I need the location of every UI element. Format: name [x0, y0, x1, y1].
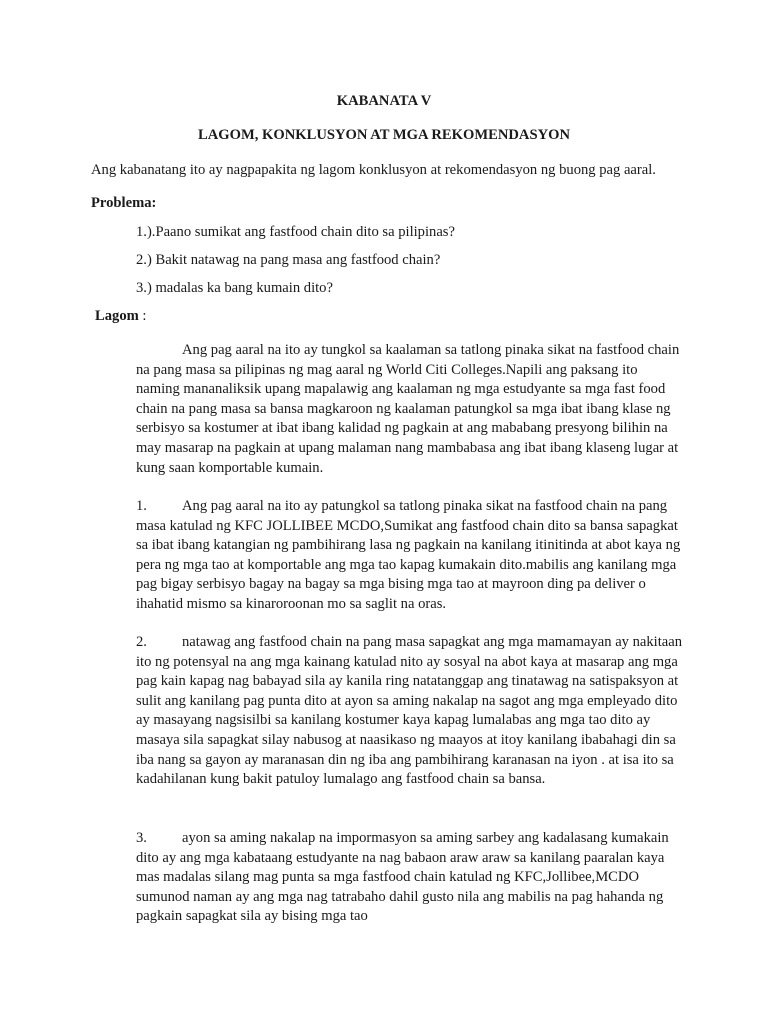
point-number: 1. [136, 498, 147, 514]
chapter-title: LAGOM, KONKLUSYON AT MGA REKOMENDASYON [197, 127, 571, 143]
lagom-point-3 [136, 829, 684, 927]
lagom-heading: Lagom [95, 308, 139, 324]
point-text: natawag ang fastfood chain na pang masa sapagkat ang mga mamamayan ay nakitaan ito ng potensyal na ang mga kainang katulad nito ay sosyal na abot kaya at masarap ang mga pag kain kapag nag babayad sila ay kanila ring natatanggap ang tinatawag na satispaksyon at sulit ang kanilang pag punta dito at ayon sa aming nakalap na sagot ang mga empleyado dito ay masayang nagsisilbi sa kanilang kostumer kaya kapag lumalabas ang mga tao dito ay masaya sila sapagkat silay nabusog at naasikaso ng maayos at itoy kanilang ibabahagi din sa iba nang sa gayon ay maranasan din ng iba ang pambihirang karanasan na iyon . at isa ito sa kadahilanan kung bakit patuloy lumalago ang fastfood chain sa bansa. [136, 634, 683, 788]
point-number: 3. [136, 830, 147, 846]
lagom-point-1 [136, 497, 684, 615]
point-text: Ang pag aaral na ito ay patungkol sa tatlong pinaka sikat na fastfood chain na pang masa katulad ng KFC JOLLIBEE MCDO,Sumikat ang fastfood chain dito sa bansa sapagkat sa ibat ibang katangian ng pambihirang lasa ng pagkain na kanilang itinitinda at abot kaya ng pera ng mga tao at komportable ang mga tao kapag kumakain dito.mabilis ang kanilang mga pag bigay serbisyo bagay na bagay sa mga bising mga tao at mayroon ding pa deliver o ihahatid mismo sa kinaroroonan mo sa saglit na oras. [136, 498, 681, 612]
problema-heading: Problema: [91, 195, 157, 211]
lagom-heading-line [95, 307, 146, 327]
chapter-heading: KABANATA V [336, 93, 432, 109]
point-number: 2. [136, 634, 147, 650]
lagom-point-2 [136, 633, 684, 790]
lagom-summary-paragraph: Ang pag aaral na ito ay tungkol sa kaalaman sa tatlong pinaka sikat na fastfood chain na pang masa sa pilipinas ng mag aaral ng World Citi Colleges.Napili ang paksang ito naming mananaliksik upang mapalawig ang kaalaman ng mga estudyante sa mga fast food chain na pang masa sa bansa magkaroon ng kaalaman patungkol sa mga ibat ibang klase ng serbisyo sa kostumer at ibat ibang kalidad ng pagkain at ang mababang presyong bilihin na may masarap na pagkain at upang malaman nang mambabasa ang ibat ibang klaseng lugar at kung saan komportable kumain. [136, 342, 680, 476]
intro-paragraph: Ang kabanatang ito ay nagpapakita ng lagom konklusyon at rekomendasyon ng buong pag aaral. [91, 162, 656, 178]
point-text: ayon sa aming nakalap na impormasyon sa aming sarbey ang kadalasang kumakain dito ay ang mga kabataang estudyante na nag babaon araw araw sa kanilang paaralan kaya mas madalas silang mag punta sa mga fastfood chain katulad ng KFC,Jollibee,MCDO sumunod naman ay ang mga nag tatrabaho dahil gusto nila ang mabilis na pag hahanda ng pagkain sapagkat sila ay bising mga tao [136, 830, 669, 925]
problema-item-3: 3.) madalas ka bang kumain dito? [136, 280, 333, 296]
problema-item-1: 1.).Paano sumikat ang fastfood chain dito sa pilipinas? [136, 224, 455, 240]
problema-item-2: 2.) Bakit natawag na pang masa ang fastfood chain? [136, 252, 441, 268]
lagom-colon: : [138, 308, 147, 324]
